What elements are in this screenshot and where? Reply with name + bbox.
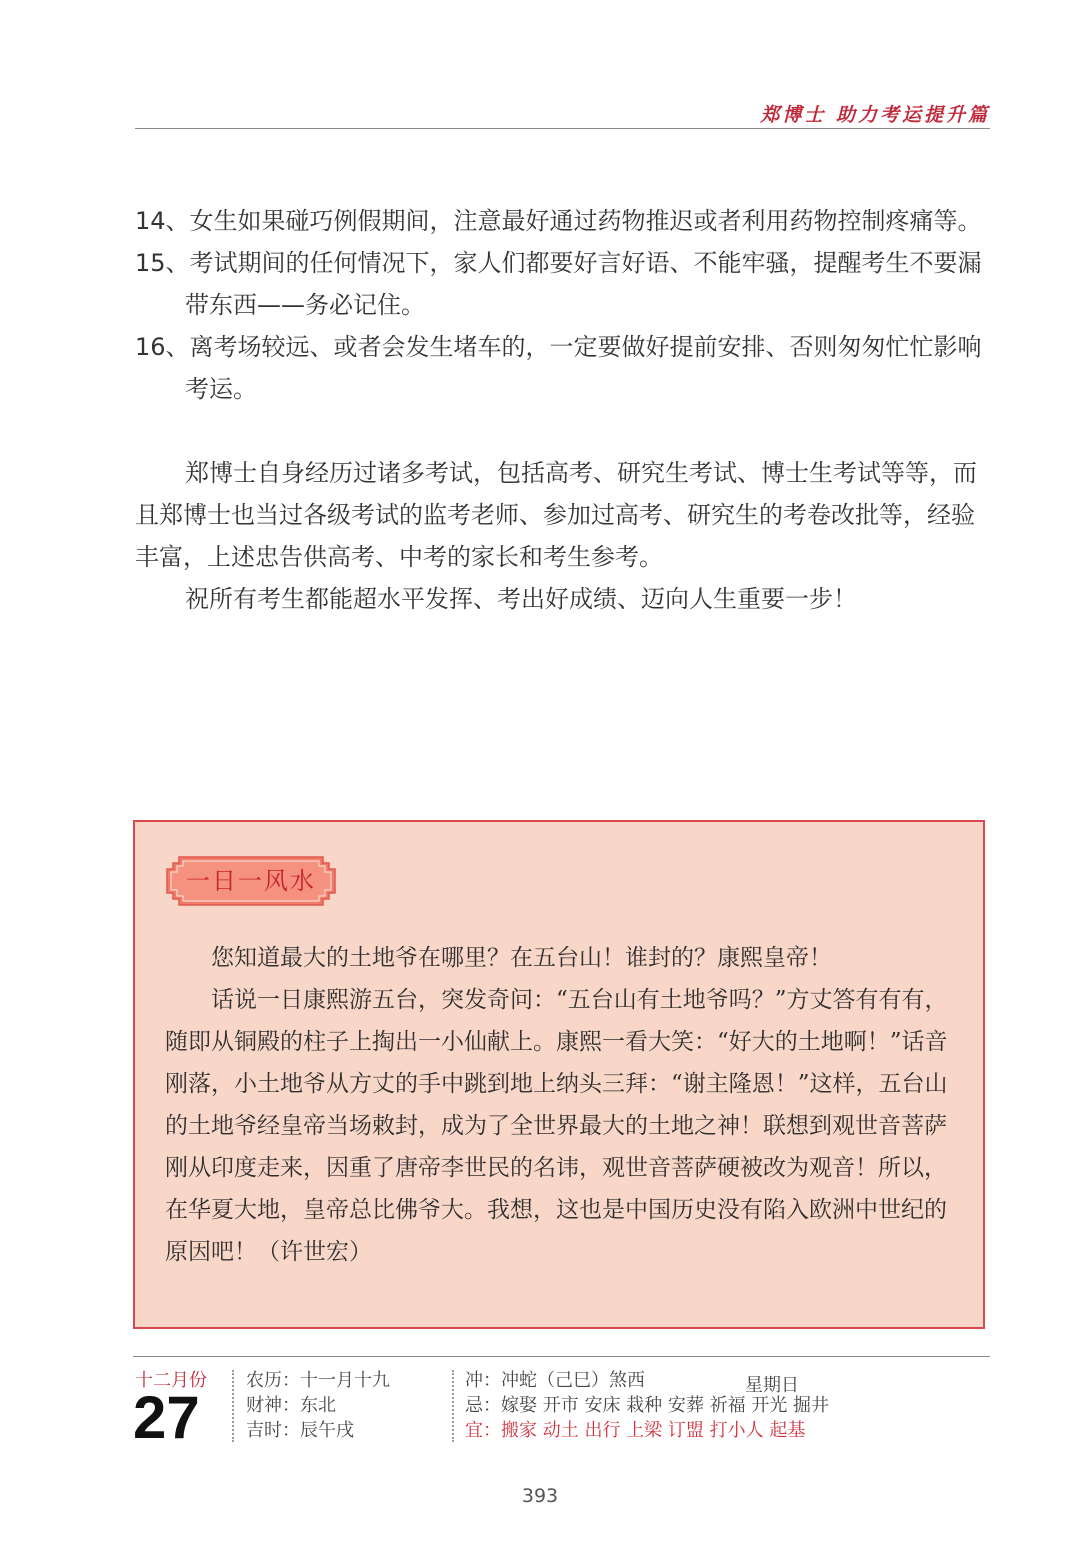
list-item	[135, 326, 995, 410]
list-item-text: 考试期间的任何情况下，家人们都要好言好语、不能牢骚，提醒考生不要漏带东西——务必记住。	[185, 249, 982, 319]
wealth-value: 东北	[300, 1395, 336, 1416]
body-paragraph: 郑博士自身经历过诸多考试，包括高考、研究生考试、博士生考试等等，而且郑博士也当过各级考试的监考老师、参加过高考、研究生的考卷改批等，经验丰富，上述忠告供高考、中考的家长和考生参考。	[135, 459, 977, 571]
clash-label: 冲：	[465, 1370, 501, 1391]
avoid-value: 嫁娶 开市 安床 栽种 安葬 祈福 开光 掘井	[501, 1395, 830, 1416]
calendar-info-left	[246, 1368, 390, 1443]
list-item	[135, 242, 995, 326]
fengshui-box	[133, 820, 985, 1329]
dotted-divider	[452, 1370, 454, 1442]
clash-value: 冲蛇（己巳）煞西	[501, 1370, 645, 1391]
list-item-text: 离考场较远、或者会发生堵车的，一定要做好提前安排、否则匆匆忙忙影响考运。	[185, 333, 982, 403]
wealth-label: 财神：	[246, 1395, 300, 1416]
avoid-label: 忌：	[465, 1395, 501, 1416]
main-text	[135, 200, 995, 620]
list-item-number: 14、	[135, 207, 190, 235]
fengshui-paragraph: 您知道最大的土地爷在哪里？在五台山！谁封的？康熙皇帝！	[211, 945, 832, 971]
footer-divider	[133, 1356, 990, 1357]
header-title: 郑博士 助力考运提升篇	[760, 104, 990, 126]
list-item-text: 女生如果碰巧例假期间，注意最好通过药物推迟或者利用药物控制疼痛等。	[189, 207, 982, 235]
weekday: 星期日	[745, 1375, 799, 1396]
fengshui-paragraph: 话说一日康熙游五台，突发奇问：“五台山有土地爷吗？”方丈答有有有，随即从铜殿的柱子上掏出一小仙献上。康熙一看大笑：“好大的土地啊！”话音刚落，小土地爷从方丈的手中跳到地上纳头三拜：“谢主隆恩！”这样，五台山的土地爷经皇帝当场敕封，成为了全世界最大的土地之神！联想到观世音菩萨刚从印度走来，因重了唐帝李世民的名讳，观世音菩萨硬被改为观音！所以，在华夏大地，皇帝总比佛爷大。我想，这也是中国历史没有陷入欧洲中世纪的原因吧！（许世宏）	[165, 987, 948, 1265]
suitable-value: 搬家 动土 出行 上梁 订盟 打小人 起基	[501, 1420, 806, 1441]
header-divider	[135, 128, 990, 129]
lucky-hour-value: 辰午戌	[300, 1420, 354, 1441]
fengshui-label-badge	[165, 855, 337, 907]
list-item-number: 16、	[135, 333, 190, 361]
body-paragraph: 祝所有考生都能超水平发挥、考出好成绩、迈向人生重要一步！	[185, 585, 857, 613]
list-item	[135, 200, 995, 242]
page-number: 393	[521, 1485, 559, 1507]
dotted-divider	[232, 1370, 234, 1442]
lunar-label: 农历：	[246, 1370, 300, 1391]
calendar-month: 十二月份	[135, 1370, 207, 1391]
suitable-label: 宜：	[465, 1420, 501, 1441]
lunar-value: 十一月十九	[300, 1370, 390, 1391]
list-item-number: 15、	[135, 249, 190, 277]
calendar-day: 27	[133, 1384, 200, 1451]
fengshui-label: 一日一风水	[186, 867, 316, 895]
fengshui-text	[165, 937, 961, 1273]
lucky-hour-label: 吉时：	[246, 1420, 300, 1441]
